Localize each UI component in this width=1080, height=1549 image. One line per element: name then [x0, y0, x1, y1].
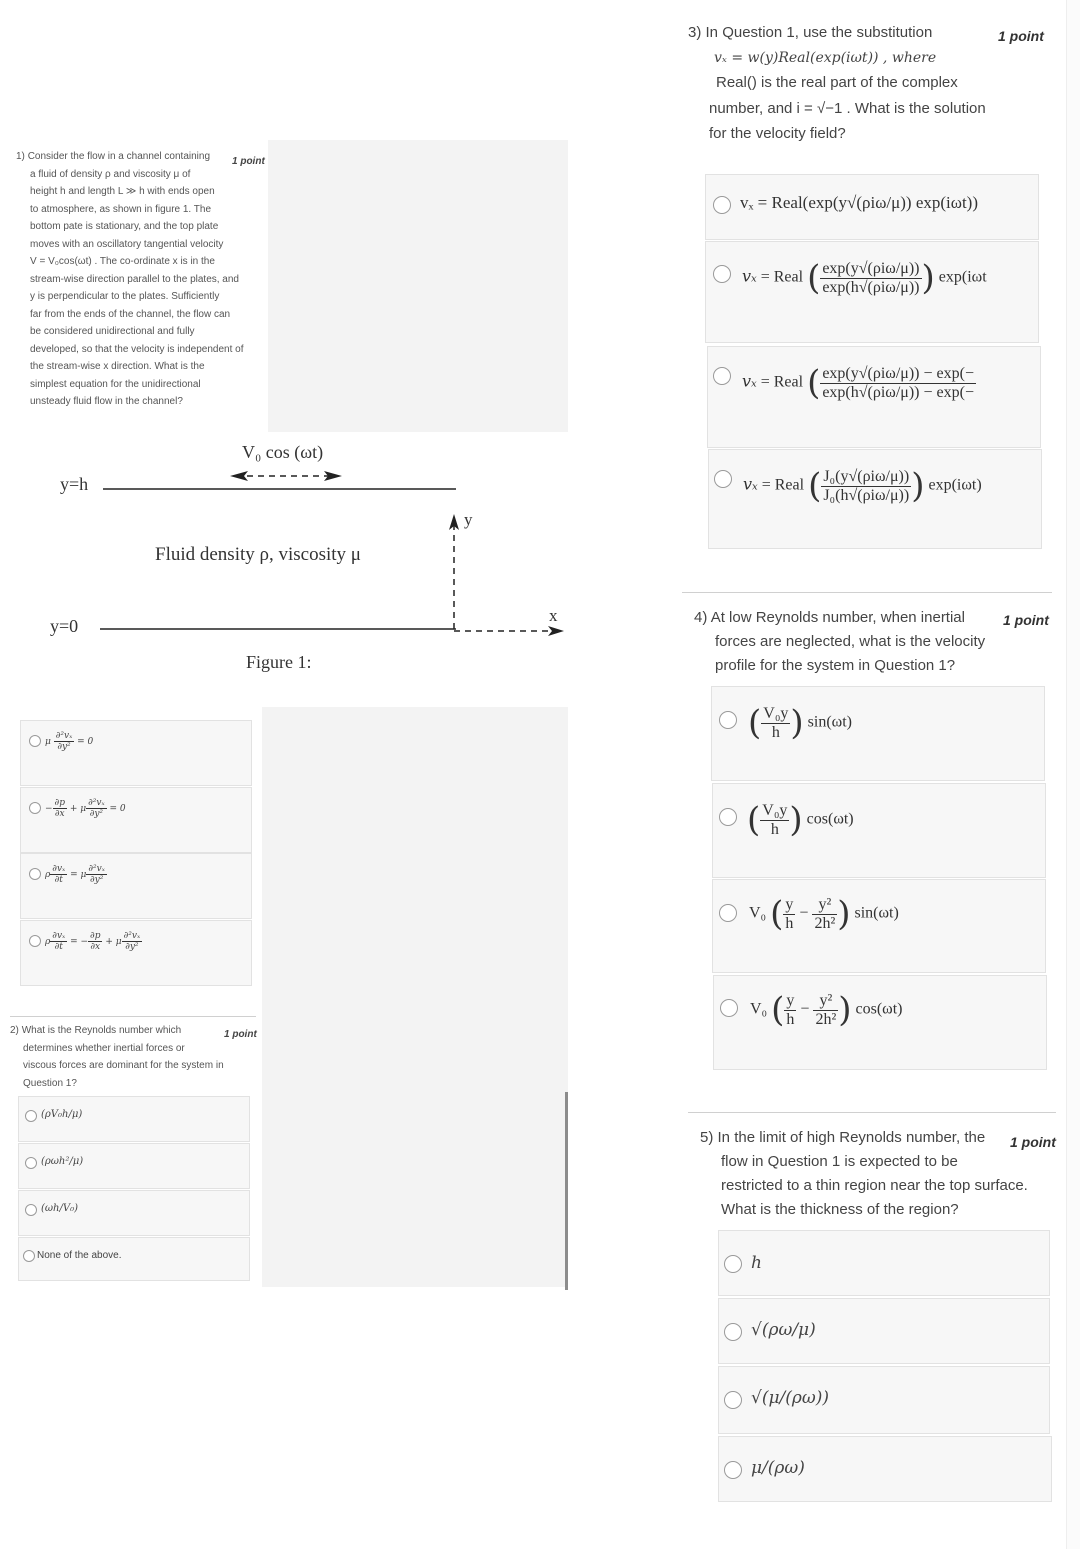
q3-line-0: In Question 1, use the substitution [705, 24, 933, 41]
q5-option-4[interactable] [718, 1436, 1052, 1502]
q3-line-1: vₓ = w(y)Real(exp(iωt)) , where [714, 49, 937, 66]
q3-line-2: Real() is the real part of the complex [716, 73, 958, 91]
q1-line-5: moves with an oscillatory tangential velocity [30, 238, 224, 250]
q1-line-8: y is perpendicular to the plates. Sufficiently [30, 291, 220, 302]
q4-option-1-label: ( $\frac{\text{V₀y}}{h}$ ) sin(ωt) [748, 703, 852, 743]
q5-points: 1 point [1010, 1134, 1056, 1150]
q5-option-1[interactable] [718, 1230, 1050, 1296]
radio-icon[interactable] [29, 935, 41, 947]
q4-option-2-text [740, 770, 1030, 780]
q3-line-3: number, and i = √−1 . What is the solution [709, 99, 986, 117]
radio-icon[interactable] [719, 904, 737, 922]
radio-icon[interactable] [713, 196, 731, 214]
q3-points: 1 point [998, 28, 1044, 44]
q1-line-7: stream-wise direction parallel to the plates, and [30, 273, 239, 285]
q1-line-13: simplest equation for the unidirectional [30, 378, 201, 390]
q5-option-3-label: √(μ/(ρω)) [751, 1388, 829, 1408]
q5-option-4-label: μ/(ρω) [751, 1458, 805, 1478]
q1-line-4: bottom pate is stationary, and the top plate [30, 221, 219, 232]
q2-line-1: determines whether inertial forces or [23, 1042, 185, 1054]
q3-text [688, 20, 1038, 147]
q2-text [10, 1022, 250, 1092]
right-scroll-track[interactable] [1066, 0, 1080, 1549]
q4-divider [688, 1112, 1056, 1113]
radio-icon[interactable] [713, 367, 731, 385]
q5-option-2[interactable] [718, 1298, 1050, 1364]
q3-option-3[interactable] [707, 346, 1041, 448]
q1-line-0: Consider the flow in a channel containing [27, 151, 211, 162]
q2-option-3-label: (ωh/V₀) [41, 1203, 78, 1214]
oscillation-arrow-left-head [230, 471, 248, 481]
q4-option-2-label: ( $\frac{\text{V₀y}}{h}$ ) cos(ωt) [747, 800, 854, 840]
q4-option-4[interactable] [713, 975, 1047, 1070]
radio-icon[interactable] [713, 265, 731, 283]
q5-number: 5) [700, 1129, 714, 1146]
q3-option-3-text [740, 330, 1030, 340]
q1-option-2-text [130, 792, 245, 858]
q4-points: 1 point [1003, 612, 1049, 628]
q1-divider [10, 1016, 256, 1017]
q5-option-3[interactable] [718, 1366, 1050, 1434]
radio-icon[interactable] [25, 1157, 37, 1169]
radio-icon[interactable] [724, 1391, 742, 1409]
q2-option-3[interactable] [18, 1190, 250, 1236]
q1-line-6: V = V₀cos(ωt) . The co-ordinate x is in the [30, 256, 215, 267]
q4-option-3[interactable] [712, 879, 1046, 973]
q3-option-2-label: vₓ = Real ( $\frac{\text{exp(y√(ρiω/μ))}}{\text{exp(h√(ρiω/μ))}}$ ) exp(iωt [742, 258, 987, 298]
q2-line-2: viscous forces are dominant for the system in [23, 1060, 224, 1071]
q3-option-2-text [740, 320, 1030, 330]
radio-icon[interactable] [719, 711, 737, 729]
q4-number: 4) [694, 609, 708, 626]
q3-option-1[interactable] [705, 174, 1039, 240]
q1-option-3-text [130, 858, 245, 924]
q4-option-4-label: V₀ ( $\frac{y}{h}$ − $\frac{\text{y²}}{\text{2h²}}$ ) cos(ωt) [750, 990, 903, 1030]
q2-points: 1 point [224, 1029, 257, 1040]
q5-line-0: In the limit of high Reynolds number, the [717, 1129, 986, 1146]
q5-text [700, 1126, 1050, 1222]
figure-axis-y-label: y [464, 510, 473, 529]
q3-number: 3) [688, 24, 702, 41]
figure-axis-x-label: x [549, 606, 558, 625]
q3-option-4[interactable] [708, 449, 1042, 549]
radio-icon[interactable] [719, 808, 737, 826]
q4-option-3-label: V₀ ( $\frac{y}{h}$ − $\frac{\text{y²}}{\text{2h²}}$ ) sin(ωt) [749, 894, 899, 934]
q5-option-1-label: h [751, 1253, 762, 1273]
radio-icon[interactable] [724, 1461, 742, 1479]
q1-option-3-label: ρ $\frac{\text{∂vₓ}}{\partial t}$ = μ $\frac{\text{∂²vₓ}}{\text{∂y²}}$ [45, 864, 105, 885]
q1-number: 1) [16, 151, 25, 162]
figure-y-top-label: y=h [60, 474, 89, 494]
q5-option-2-label: √(ρω/μ) [751, 1320, 816, 1340]
radio-icon[interactable] [23, 1250, 35, 1262]
q4-line-1: forces are neglected, what is the velocity [715, 633, 986, 650]
q3-option-1-label: vₓ = Real(exp(y√(ρiω/μ)) exp(iωt)) [740, 193, 978, 212]
q4-line-0: At low Reynolds number, when inertial [710, 609, 965, 626]
q2-option-4[interactable] [18, 1237, 250, 1281]
figure-velocity-label: V₀ cos (ωt) [242, 442, 324, 462]
q1-option-4-text [130, 924, 245, 990]
radio-icon[interactable] [724, 1323, 742, 1341]
q3-option-3-label: vₓ = Real ( $\frac{\text{exp(y√(ρiω/μ)) − exp(−}}{\text{exp(h√(ρiω/μ)) − exp(−}}$ [742, 363, 974, 403]
q1-line-1: a fluid of density ρ and viscosity μ of [30, 168, 191, 180]
radio-icon[interactable] [29, 802, 41, 814]
q5-line-3: What is the thickness of the region? [721, 1201, 959, 1218]
q2-option-1-label: (ρV₀h/μ) [41, 1109, 83, 1120]
scrollbar[interactable] [565, 1092, 568, 1290]
q4-option-4-text [740, 790, 1030, 800]
q1-option-2-label: − $\frac{\partial p}{\partial x}$ + μ $\frac{\text{∂²vₓ}}{\text{∂y²}}$ = 0 [45, 798, 126, 819]
q1-image-placeholder [268, 140, 568, 432]
q1-option-1-label: μ $\frac{\text{∂²vₓ}}{\text{∂y²}}$ = 0 [45, 731, 94, 752]
q4-text [694, 606, 1014, 678]
figure-1 [0, 430, 580, 680]
q1-right-panel [262, 707, 568, 1287]
q4-option-3-text [740, 780, 1030, 790]
radio-icon[interactable] [25, 1110, 37, 1122]
q5-line-1: flow in Question 1 is expected to be [721, 1153, 958, 1170]
radio-icon[interactable] [29, 735, 41, 747]
q2-option-1[interactable] [18, 1096, 250, 1142]
q2-line-3: Question 1? [23, 1077, 77, 1089]
figure-fluid-label: Fluid density ρ, viscosity μ [155, 544, 361, 565]
x-axis-head [548, 626, 564, 636]
radio-icon[interactable] [724, 1255, 742, 1273]
figure-drawing [0, 430, 580, 680]
q3-divider [682, 592, 1052, 593]
q2-option-2-label: (ρωh²/μ) [41, 1156, 84, 1167]
q2-option-2[interactable] [18, 1143, 250, 1189]
q1-points: 1 point [232, 156, 265, 167]
q4-line-2: profile for the system in Question 1? [715, 657, 956, 674]
radio-icon[interactable] [29, 868, 41, 880]
q1-line-14: unsteady fluid flow in the channel? [30, 396, 183, 407]
q2-option-4-label: None of the above. [37, 1250, 122, 1261]
q1-option-4-label: ρ $\frac{\text{∂vₓ}}{\partial t}$ = − $\frac{\partial p}{\partial x}$ + μ $\frac{\text{∂²vₓ}}{\text{∂y²}}$ [45, 931, 141, 952]
figure-caption: Figure 1: [246, 652, 312, 672]
radio-icon[interactable] [714, 470, 732, 488]
q5-line-2: restricted to a thin region near the top surface. [721, 1177, 1028, 1194]
q1-line-10: be considered unidirectional and fully [30, 326, 195, 337]
q1-line-2: height h and length L ≫ h with ends open [30, 186, 215, 197]
q3-option-4-text [740, 340, 1030, 350]
radio-icon[interactable] [25, 1204, 37, 1216]
figure-y-bottom-label: y=0 [50, 616, 79, 636]
q1-line-11: developed, so that the velocity is independent of [30, 343, 244, 355]
q1-line-12: the stream-wise x direction. What is the [30, 361, 205, 372]
q2-number: 2) [10, 1025, 19, 1036]
radio-icon[interactable] [720, 999, 738, 1017]
q4-option-1-text [740, 760, 1030, 770]
q3-line-4: for the velocity field? [709, 125, 846, 143]
q1-option-1-text [130, 726, 245, 792]
q3-option-4-label: vₓ = Real ( $\frac{\text{J₀(y√(ρiω/μ))}}{\text{J₀(h√(ρiω/μ))}}$ ) exp(iωt) [743, 466, 982, 506]
q2-line-0: What is the Reynolds number which [21, 1025, 182, 1036]
q1-text [16, 148, 266, 411]
q1-line-3: to atmosphere, as shown in figure 1. The [30, 203, 212, 215]
q1-line-9: far from the ends of the channel, the flow can [30, 308, 231, 320]
